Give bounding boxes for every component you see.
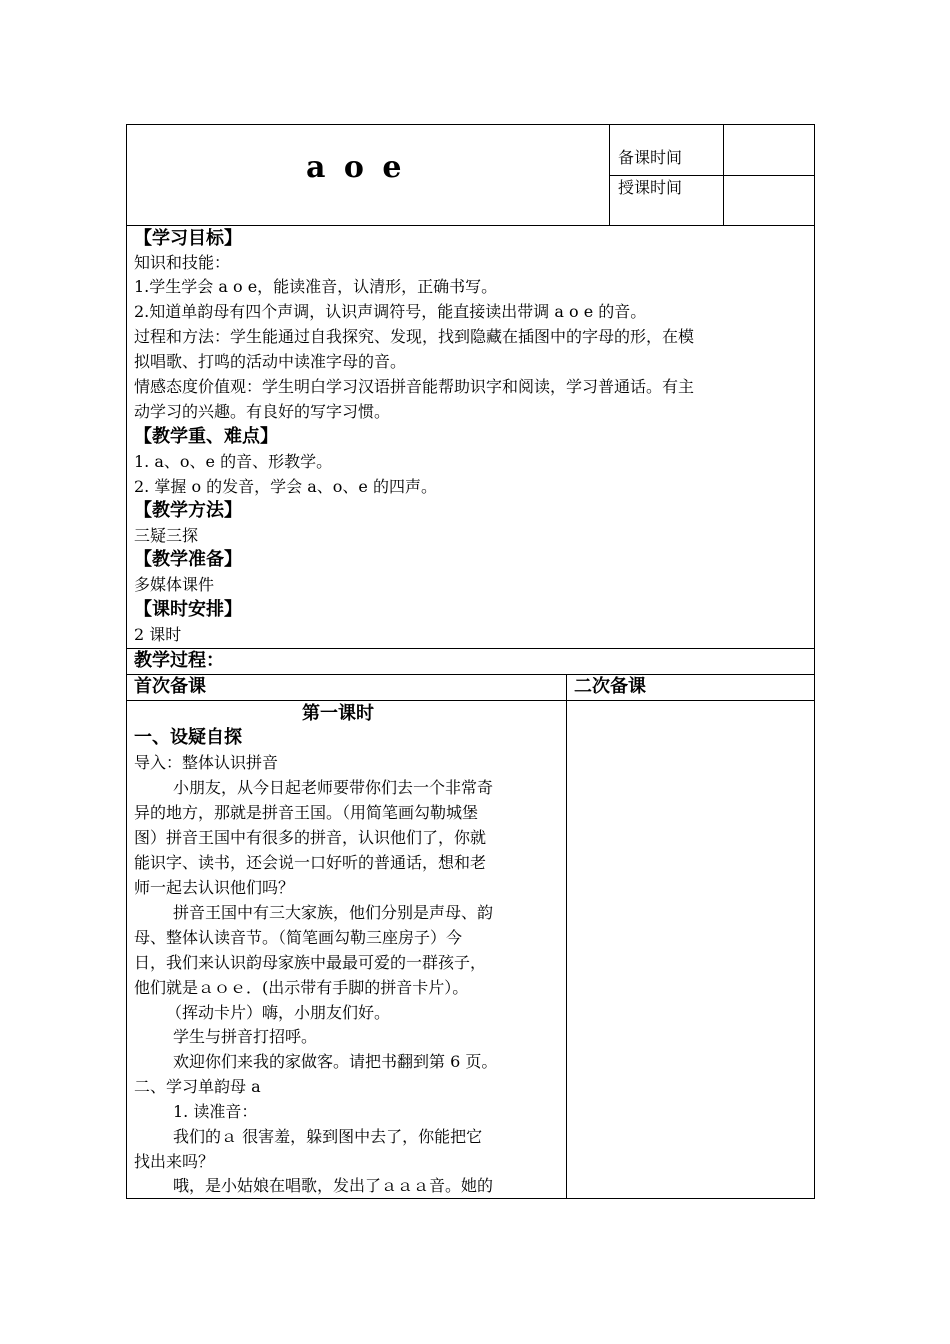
preparation-text: 多媒体课件 xyxy=(134,575,215,594)
teach-time-label: 授课时间 xyxy=(618,178,683,197)
schedule-heading: 【课时安排】 xyxy=(134,599,242,620)
knowledge-label: 知识和技能： xyxy=(134,253,231,272)
paragraph-line: 日，我们来认识韵母家族中最最可爱的一群孩子， xyxy=(134,953,487,972)
columns-header-line xyxy=(126,700,815,701)
objective-item: 2.知道单韵母有四个声调，认识声调符号，能直接读出带调 a o e 的音。 xyxy=(134,302,647,321)
prep-time-label: 备课时间 xyxy=(618,148,683,167)
paragraph-line: 小朋友，从今日起老师要带你们去一个非常奇 xyxy=(173,778,494,797)
section-heading: 二、学习单韵母 a xyxy=(134,1077,261,1096)
header-bottom-line xyxy=(126,225,815,226)
method-heading: 【教学方法】 xyxy=(134,500,242,521)
columns-divider xyxy=(566,674,567,1199)
key-point-item: 2. 掌握 o 的发音，学会 a、o、e 的四声。 xyxy=(134,477,437,496)
process-text: 拟唱歌、打鸣的活动中读准字母的音。 xyxy=(134,352,407,371)
preparation-heading: 【教学准备】 xyxy=(134,549,242,570)
section-heading: 一、设疑自探 xyxy=(134,727,242,748)
intro-text: 导入：整体认识拼音 xyxy=(134,753,279,772)
first-prep-header: 首次备课 xyxy=(134,676,206,697)
paragraph-line: 找出来吗？ xyxy=(134,1152,215,1171)
lesson-title: 第一课时 xyxy=(302,703,374,724)
key-points-heading: 【教学重、难点】 xyxy=(134,426,278,447)
paragraph-line: 欢迎你们来我的家做客。请把书翻到第 6 页。 xyxy=(173,1052,498,1071)
objectives-heading: 【学习目标】 xyxy=(134,228,242,249)
key-point-item: 1. a、o、e 的音、形教学。 xyxy=(134,452,333,471)
method-text: 三疑三探 xyxy=(134,526,199,545)
page-title: a o e xyxy=(306,150,406,185)
paragraph-line: 能识字、读书，还会说一口好听的普通话，想和老 xyxy=(134,853,487,872)
schedule-text: 2 课时 xyxy=(134,625,182,644)
paragraph-line: （挥动卡片）嗨，小朋友们好。 xyxy=(166,1003,391,1022)
paragraph-line: 师一起去认识他们吗？ xyxy=(134,878,295,897)
paragraph-line: 异的地方，那就是拼音王国。（用简笔画勾勒城堡 xyxy=(134,803,479,822)
process-top-line xyxy=(126,648,815,649)
paragraph-line: 他们就是ａｏｅ．(出示带有手脚的拼音卡片）。 xyxy=(134,978,469,997)
process-text: 过程和方法：学生能通过自我探究、发现，找到隐藏在插图中的字母的形，在模 xyxy=(134,327,695,346)
sub-heading: 1. 读准音： xyxy=(173,1102,258,1121)
paragraph-line: 拼音王国中有三大家族，他们分别是声母、韵 xyxy=(173,903,494,922)
paragraph-line: 图）拼音王国中有很多的拼音，认识他们了，你就 xyxy=(134,828,487,847)
attitude-text: 动学习的兴趣。有良好的写字习惯。 xyxy=(134,402,391,421)
process-heading: 教学过程： xyxy=(134,650,224,671)
paragraph-line: 母、整体认读音节。（简笔画勾勒三座房子）今 xyxy=(134,928,463,947)
paragraph-line: 我们的ａ 很害羞，躲到图中去了，你能把它 xyxy=(173,1127,483,1146)
paragraph-line: 学生与拼音打招呼。 xyxy=(173,1027,318,1046)
attitude-text: 情感态度价值观：学生明白学习汉语拼音能帮助识字和阅读，学习普通话。有主 xyxy=(134,377,695,396)
process-header-line xyxy=(126,674,815,675)
second-prep-header: 二次备课 xyxy=(574,676,646,697)
paragraph-line: 哦，是小姑娘在唱歌，发出了ａａａ音。她的 xyxy=(173,1176,494,1195)
objective-item: 1.学生学会 a o e，能读准音，认清形，正确书写。 xyxy=(134,277,498,296)
